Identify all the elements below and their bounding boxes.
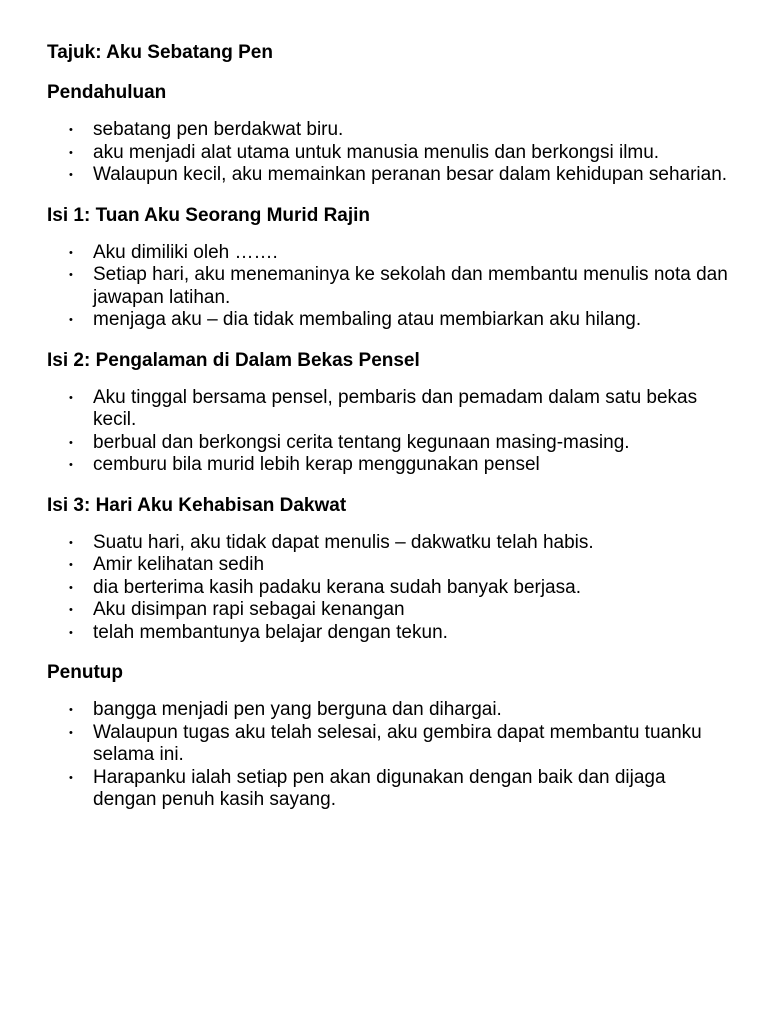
list-item [47, 164, 728, 187]
list-item-text: Harapanku ialah setiap pen akan digunakan dengan baik dan dijaga dengan penuh kasih sayang. [93, 766, 666, 810]
list-item [47, 767, 728, 812]
bullet-icon: • [69, 559, 73, 571]
section-heading: Isi 1: Tuan Aku Seorang Murid Rajin [47, 204, 371, 226]
bullet-list [47, 119, 728, 187]
list-item-text: bangga menjadi pen yang berguna dan dihargai. [93, 699, 502, 720]
list-item-text: menjaga aku – dia tidak membaling atau membiarkan aku hilang. [93, 309, 642, 330]
list-item [47, 142, 728, 165]
list-item-text: telah membantunya belajar dengan tekun. [93, 621, 448, 643]
list-item [47, 554, 728, 577]
bullet-icon: • [69, 704, 73, 716]
bullet-icon: • [69, 146, 73, 159]
document-body [47, 81, 728, 812]
bullet-list [47, 699, 728, 812]
list-item [47, 577, 728, 600]
section-heading: Penutup [47, 662, 123, 683]
bullet-list [47, 532, 728, 645]
bullet-icon: • [69, 626, 73, 639]
list-item-text: Setiap hari, aku menemaninya ke sekolah dan membantu menulis nota dan jawapan latihan. [93, 264, 728, 308]
list-item [47, 622, 728, 645]
list-item [47, 432, 728, 455]
list-item [47, 722, 728, 767]
list-item [47, 119, 728, 142]
list-item [47, 309, 728, 332]
list-item-text: Walaupun tugas aku telah selesai, aku gembira dapat membantu tuanku selama ini. [93, 721, 702, 765]
list-item-text: Aku disimpan rapi sebagai kenangan [93, 599, 405, 620]
list-item [47, 454, 728, 477]
bullet-icon: • [69, 269, 73, 281]
bullet-icon: • [69, 536, 73, 549]
list-item-text: Aku dimiliki oleh ……. [93, 241, 278, 263]
section [47, 661, 728, 812]
list-item-text: dia berterima kasih padaku kerana sudah banyak berjasa. [93, 576, 581, 598]
section-heading: Isi 3: Hari Aku Kehabisan Dakwat [47, 494, 347, 516]
bullet-icon: • [69, 726, 73, 739]
list-item-text: Walaupun kecil, aku memainkan peranan besar dalam kehidupan seharian. [93, 164, 728, 185]
list-item [47, 599, 728, 622]
section-heading: Isi 2: Pengalaman di Dalam Bekas Pensel [47, 349, 420, 371]
list-item-text: aku menjadi alat utama untuk manusia menulis dan berkongsi ilmu. [93, 141, 660, 163]
bullet-icon: • [69, 124, 73, 136]
bullet-icon: • [69, 314, 73, 326]
bullet-icon: • [69, 604, 73, 616]
bullet-icon: • [69, 391, 73, 404]
bullet-list [47, 387, 728, 477]
list-item-text: cemburu bila murid lebih kerap menggunakan pensel [93, 454, 540, 475]
section [47, 81, 728, 187]
bullet-icon: • [69, 771, 73, 784]
list-item-text: sebatang pen berdakwat biru. [93, 119, 344, 140]
section [47, 204, 728, 332]
section-heading: Pendahuluan [47, 82, 167, 103]
bullet-icon: • [69, 246, 73, 259]
section [47, 494, 728, 645]
list-item [47, 532, 728, 555]
bullet-list [47, 242, 728, 332]
list-item [47, 699, 728, 722]
section [47, 349, 728, 477]
bullet-icon: • [69, 436, 73, 449]
list-item-text: Aku tinggal bersama pensel, pembaris dan pemadam dalam satu bekas kecil. [93, 386, 698, 430]
document-title: Tajuk: Aku Sebatang Pen [47, 42, 273, 63]
list-item-text: Suatu hari, aku tidak dapat menulis – dakwatku telah habis. [93, 531, 594, 553]
list-item-text: Amir kelihatan sedih [93, 554, 265, 575]
bullet-icon: • [69, 581, 73, 594]
list-item [47, 264, 728, 309]
list-item-text: berbual dan berkongsi cerita tentang kegunaan masing-masing. [93, 431, 630, 453]
list-item [47, 242, 728, 265]
bullet-icon: • [69, 169, 73, 181]
list-item [47, 387, 728, 432]
bullet-icon: • [69, 459, 73, 471]
